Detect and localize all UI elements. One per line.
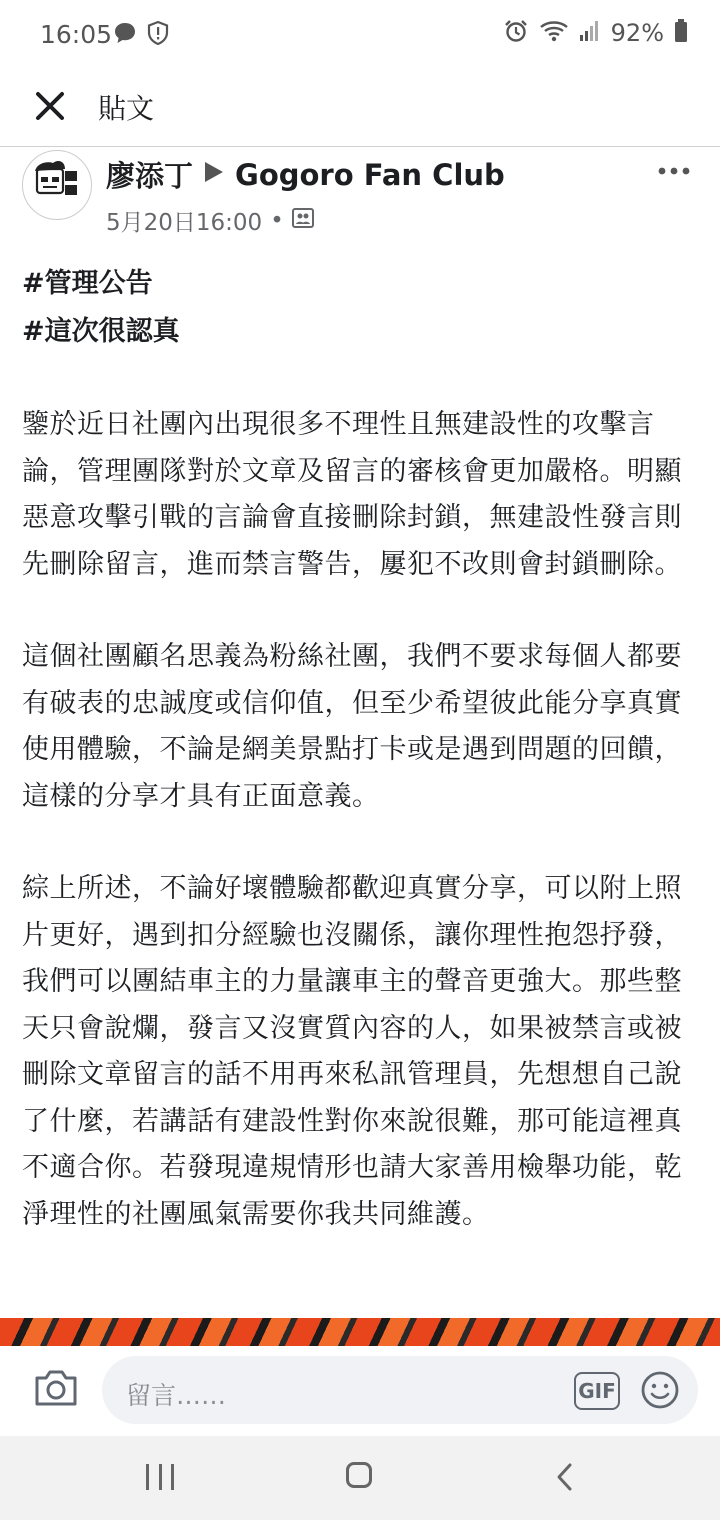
page-title: 貼文 bbox=[98, 92, 155, 125]
battery-icon bbox=[674, 19, 688, 47]
battery-percent: 92% bbox=[610, 19, 664, 47]
hashtag-link[interactable]: #這次很認真 bbox=[22, 316, 180, 347]
comment-placeholder: 留言…… bbox=[126, 1381, 227, 1410]
home-button[interactable] bbox=[346, 1462, 372, 1488]
post-timestamp[interactable]: 5月20日16:00 bbox=[106, 210, 263, 236]
comment-input[interactable] bbox=[102, 1356, 698, 1424]
more-dots-icon bbox=[658, 166, 690, 176]
close-button[interactable] bbox=[26, 82, 74, 130]
shield-alert-icon bbox=[146, 20, 170, 50]
recents-bar-icon bbox=[159, 1464, 162, 1490]
close-icon bbox=[35, 91, 65, 121]
status-notification-icons bbox=[112, 20, 170, 50]
post-paragraph: 鑒於近日社團內出現很多不理性且無建設性的攻擊言論，管理團隊對於文章及留言的審核會更加嚴格。明顯惡意攻擊引戰的言論會直接刪除封鎖，無建設性發言則先刪除留言，進而禁言警告，屢犯不改則會封鎖刪除。 bbox=[22, 409, 682, 580]
post-body bbox=[22, 260, 706, 1238]
group-name[interactable]: Gogoro Fan Club bbox=[235, 157, 505, 192]
camera-icon bbox=[32, 1366, 80, 1410]
post-paragraph: 這個社團顧名思義為粉絲社團，我們不要求每個人都要有破表的忠誠度或信仰值，但至少希望彼此能分享真實使用體驗，不論是網美景點打卡或是遇到問題的回饋，這樣的分享才具有正面意義。 bbox=[22, 641, 682, 812]
group-privacy-icon bbox=[292, 208, 314, 234]
emoji-button[interactable] bbox=[640, 1370, 680, 1410]
top-header bbox=[0, 70, 720, 147]
comment-bar bbox=[0, 1346, 720, 1436]
recents-bar-icon bbox=[171, 1464, 174, 1490]
post-meta bbox=[106, 204, 314, 237]
signal-icon bbox=[579, 19, 601, 47]
avatar[interactable] bbox=[22, 150, 92, 220]
status-time: 16:05 bbox=[40, 20, 113, 49]
hashtag-link[interactable]: #管理公告 bbox=[22, 268, 153, 299]
meta-separator: • bbox=[270, 207, 284, 234]
back-button[interactable] bbox=[552, 1462, 578, 1492]
author-name[interactable]: 廖添丁 bbox=[106, 159, 194, 193]
camera-button[interactable] bbox=[32, 1366, 80, 1414]
post-image-preview[interactable] bbox=[0, 1318, 720, 1346]
post-paragraph: 綜上所述，不論好壞體驗都歡迎真實分享，可以附上照片更好，遇到扣分經驗也沒關係，讓你理性抱怨抒發，我們可以團結車主的力量讓車主的聲音更強大。那些整天只會說爛，發言又沒實質內容的人，如果被禁言或被刪除文章留言的話不用再來私訊管理員，先想想自己說了什麼，若講話有建設性對你來說很難，那可能這裡真不適合你。若發現違規情形也請大家善用檢舉功能，乾淨理性的社團風氣需要你我共同維護。 bbox=[22, 873, 682, 1230]
system-nav-bar bbox=[0, 1436, 720, 1520]
recent-apps-button[interactable] bbox=[146, 1464, 174, 1490]
gif-button[interactable]: GIF bbox=[574, 1372, 620, 1410]
more-options-button[interactable] bbox=[658, 150, 690, 183]
wifi-icon bbox=[539, 18, 569, 48]
message-bubble-icon bbox=[112, 20, 138, 50]
recents-bar-icon bbox=[146, 1464, 149, 1490]
back-chevron-icon bbox=[552, 1462, 578, 1492]
play-arrow-icon bbox=[203, 160, 225, 190]
smiley-icon bbox=[640, 1370, 680, 1410]
status-system-icons bbox=[503, 18, 688, 48]
status-bar bbox=[0, 0, 720, 70]
alarm-icon bbox=[503, 18, 529, 48]
post-header bbox=[0, 146, 720, 246]
author-line bbox=[106, 154, 505, 195]
